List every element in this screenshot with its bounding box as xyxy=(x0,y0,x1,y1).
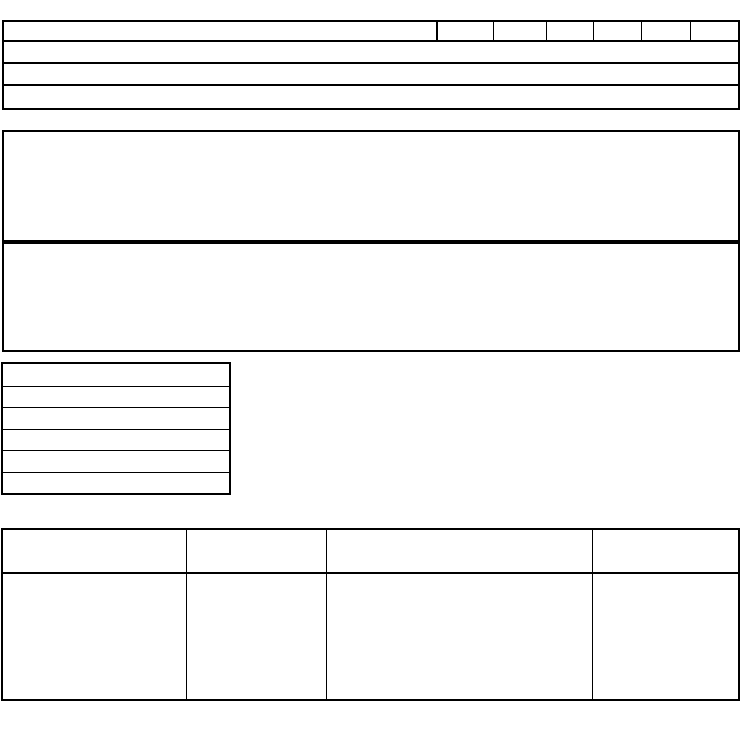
size-m20 xyxy=(642,20,690,40)
cleaning-step xyxy=(3,472,229,494)
size-m24 xyxy=(691,20,738,40)
curing-time-table xyxy=(1,528,740,701)
header-base-temp xyxy=(327,530,592,572)
cleaning-step xyxy=(3,429,229,451)
cleaning-table xyxy=(1,362,231,495)
cleaning-step xyxy=(3,450,229,472)
mounting-parameters-table xyxy=(2,20,740,86)
table1-header-row xyxy=(2,20,740,42)
section-ef-max-title xyxy=(2,64,740,86)
header-cartridge-temp xyxy=(3,530,186,572)
header-load-time xyxy=(593,530,738,572)
section-ef-min-title xyxy=(2,42,740,64)
header-work-time xyxy=(187,530,326,572)
size-m16 xyxy=(594,20,641,40)
size-m10 xyxy=(494,20,546,40)
cleaning-step xyxy=(3,386,229,408)
cleaning-step xyxy=(3,407,229,429)
size-m8 xyxy=(438,20,493,40)
size-m12 xyxy=(547,20,593,40)
cleaning-header xyxy=(3,364,229,386)
